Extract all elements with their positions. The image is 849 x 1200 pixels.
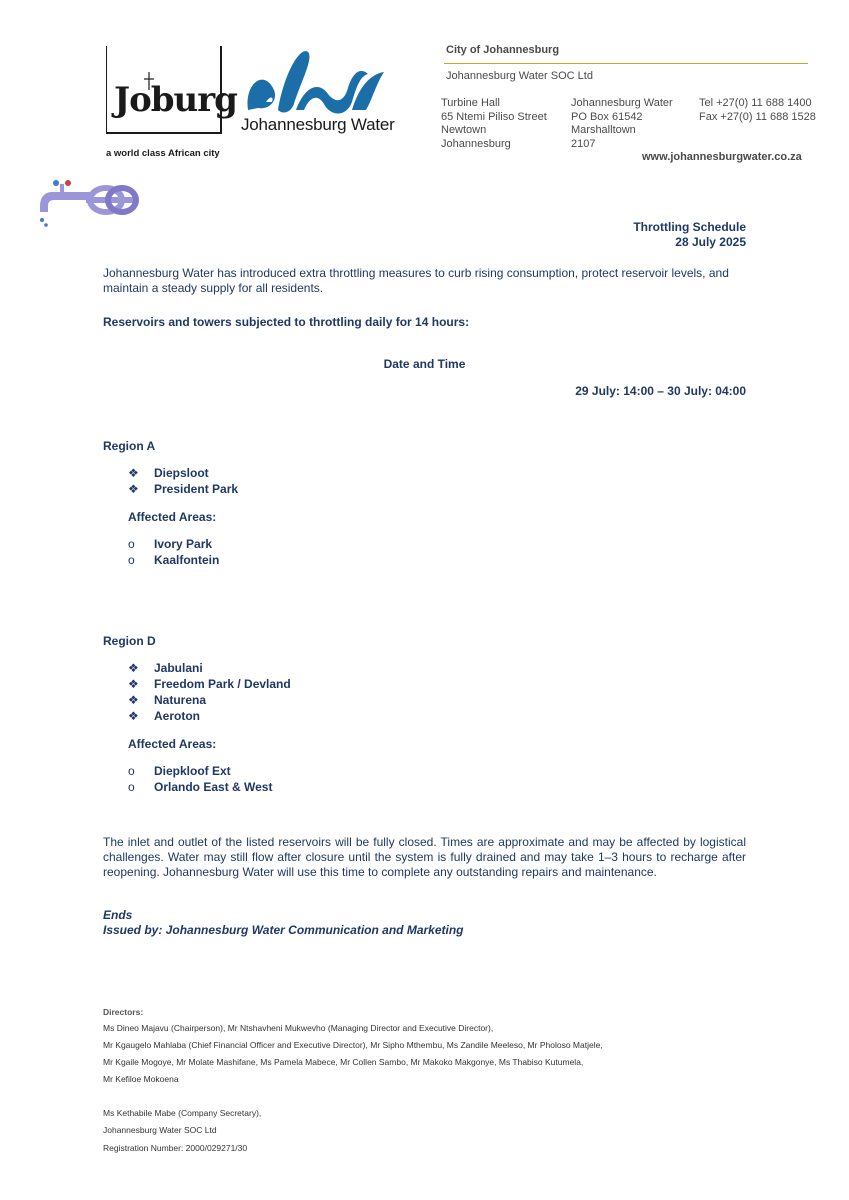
letterhead-org: City of Johannesburg <box>446 44 560 56</box>
directors-line: Mr Kgaile Mogoye, Mr Molate Mashifane, Ms Pamela Mabece, Mr Collen Sambo, Mr Makoko Makgonye, Ms Thabiso Kutumela, <box>103 1057 584 1067</box>
ends-label: Ends <box>103 908 133 922</box>
diamond-bullet-icon: ❖ <box>128 482 139 496</box>
region-heading: Region A <box>103 439 156 453</box>
list-item: ❖ President Park <box>128 482 239 496</box>
johannesburg-water-wave-logo <box>244 44 388 116</box>
list-item: ❖ Aeroton <box>128 709 200 723</box>
list-item: ❖ Freedom Park / Devland <box>128 677 291 691</box>
date-time-value: 29 July: 14:00 – 30 July: 04:00 <box>575 384 746 398</box>
johannesburg-water-wordmark: Johannesburg Water <box>241 115 395 134</box>
notice-title-block <box>633 220 746 250</box>
address-line: Newtown <box>441 124 487 136</box>
address-line: Johannesburg Water <box>571 97 673 109</box>
list-item: ❖ Jabulani <box>128 661 203 675</box>
address-line: PO Box 61542 <box>571 110 643 123</box>
list-item: ❖ Diepsloot <box>128 466 209 480</box>
affected-areas-label: Affected Areas: <box>128 737 217 751</box>
phone-line: Tel +27(0) 11 688 1400 <box>699 97 812 109</box>
circle-bullet-icon: o <box>128 537 135 551</box>
subheading: Reservoirs and towers subjected to throttling daily for 14 hours: <box>103 315 470 329</box>
diamond-bullet-icon: ❖ <box>128 693 139 707</box>
diamond-bullet-icon: ❖ <box>128 709 139 723</box>
directors-line: Ms Dineo Majavu (Chairperson), Mr Ntshavheni Mukwevho (Managing Director and Executive Director), <box>103 1023 494 1033</box>
list-item: o Kaalfontein <box>128 553 220 567</box>
physical-address <box>441 97 547 151</box>
letterhead-company: Johannesburg Water SOC Ltd <box>446 70 593 82</box>
website-link[interactable]: www.johannesburgwater.co.za <box>642 151 802 163</box>
diamond-bullet-icon: ❖ <box>128 677 139 691</box>
list-item: o Diepkloof Ext <box>128 764 231 778</box>
address-line: 65 Ntemi Piliso Street <box>441 110 547 123</box>
date-time-label: Date and Time <box>383 357 466 371</box>
circle-bullet-icon: o <box>128 764 135 778</box>
closing-paragraph: The inlet and outlet of the listed reservoirs will be fully closed. Times are approximate and may be affected by logistical challenges. Water may still flow after closure until the system is fully drained and may take 1–3 hours to recharge after reopening. Johannesburg Water will use this time to complete any outstanding repairs and maintenance. <box>103 835 746 879</box>
contact-numbers <box>699 97 816 124</box>
affected-areas-label: Affected Areas: <box>128 510 217 524</box>
list-item: o Ivory Park <box>128 537 213 551</box>
fax-line: Fax +27(0) 11 688 1528 <box>699 110 816 123</box>
joburg-tagline: a world class African city <box>106 148 220 159</box>
directors-line: Mr Kgaugelo Mahlaba (Chief Financial Officer and Executive Director), Mr Sipho Mthembu, Ms Zandile Meeleso, Mr Pholoso Matjele, <box>103 1040 603 1050</box>
address-line: 2107 <box>571 137 596 150</box>
secretary-line: Ms Kethabile Mabe (Company Secretary), <box>103 1108 262 1118</box>
diamond-bullet-icon: ❖ <box>128 661 139 675</box>
address-line: Turbine Hall <box>441 97 500 109</box>
directors-label: Directors: <box>103 1007 144 1017</box>
issued-by: Issued by: Johannesburg Water Communication and Marketing <box>103 923 464 937</box>
address-line: Marshalltown <box>571 124 636 136</box>
address-line: Johannesburg <box>441 137 511 150</box>
circle-bullet-icon: o <box>128 553 135 567</box>
list-item: o Orlando East & West <box>128 780 273 794</box>
directors-line: Mr Kefiloe Mokoena <box>103 1074 179 1084</box>
intro-paragraph: Johannesburg Water has introduced extra throttling measures to curb rising consumption, protect reservoir levels, and maintain a steady supply for all residents. <box>103 266 729 295</box>
company-line: Johannesburg Water SOC Ltd <box>103 1125 217 1135</box>
postal-address <box>571 97 673 151</box>
notice-title: Throttling Schedule <box>633 220 746 234</box>
region-heading: Region D <box>103 634 156 648</box>
water-tap-knot-icon <box>36 178 142 230</box>
circle-bullet-icon: o <box>128 780 135 794</box>
letterhead-divider <box>444 63 808 64</box>
diamond-bullet-icon: ❖ <box>128 466 139 480</box>
list-item: ❖ Naturena <box>128 693 207 707</box>
joburg-logo-word: Joburg <box>114 80 237 120</box>
notice-date: 28 July 2025 <box>675 235 746 249</box>
registration-line: Registration Number: 2000/029271/30 <box>103 1143 248 1153</box>
